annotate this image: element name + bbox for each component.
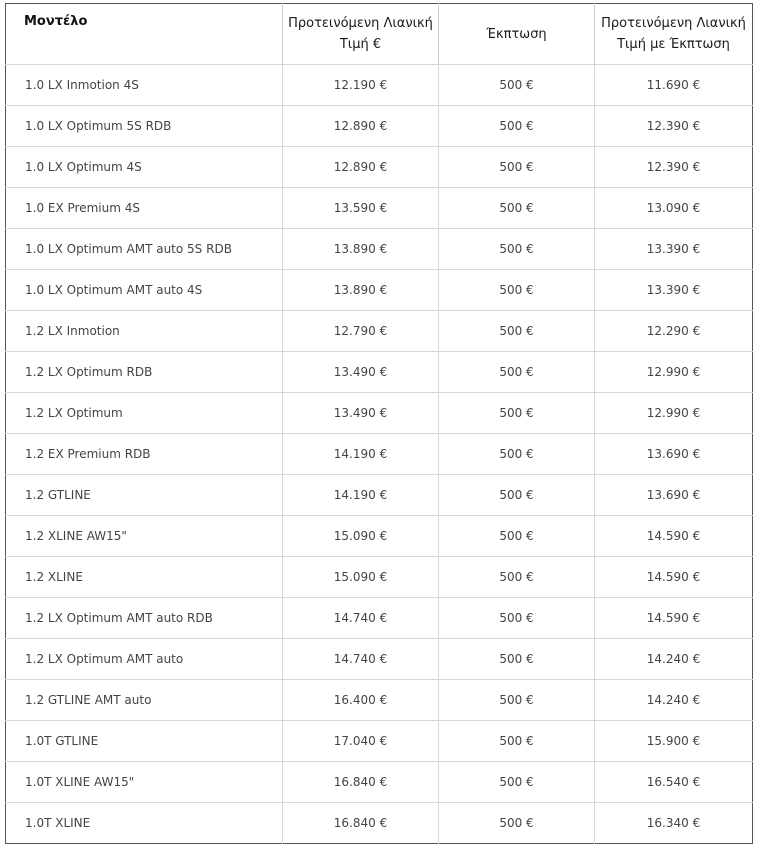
cell-retail-price: 15.090 € <box>283 557 439 598</box>
cell-discounted-price: 14.590 € <box>595 516 753 557</box>
cell-model: 1.0T GTLINE <box>6 721 283 762</box>
cell-retail-price: 16.840 € <box>283 762 439 803</box>
cell-discounted-price: 12.390 € <box>595 106 753 147</box>
cell-model: 1.0T XLINE AW15" <box>6 762 283 803</box>
table-row <box>6 311 753 352</box>
table-header <box>6 4 753 65</box>
cell-discounted-price: 14.590 € <box>595 598 753 639</box>
cell-discounted-price: 15.900 € <box>595 721 753 762</box>
header-discounted-price: Προτεινόμενη Λιανική Τιμή με Έκπτωση <box>595 4 753 65</box>
cell-retail-price: 12.890 € <box>283 106 439 147</box>
table-row <box>6 229 753 270</box>
cell-model: 1.0 EX Premium 4S <box>6 188 283 229</box>
cell-retail-price: 12.190 € <box>283 65 439 106</box>
cell-discounted-price: 11.690 € <box>595 65 753 106</box>
cell-discounted-price: 12.990 € <box>595 352 753 393</box>
cell-discounted-price: 13.090 € <box>595 188 753 229</box>
cell-retail-price: 13.490 € <box>283 352 439 393</box>
cell-discounted-price: 16.540 € <box>595 762 753 803</box>
cell-discount: 500 € <box>439 147 595 188</box>
cell-model: 1.0 LX Inmotion 4S <box>6 65 283 106</box>
header-retail-price: Προτεινόμενη Λιανική Τιμή € <box>283 4 439 65</box>
table-row <box>6 557 753 598</box>
cell-model: 1.0 LX Optimum AMT auto 4S <box>6 270 283 311</box>
cell-discount: 500 € <box>439 639 595 680</box>
cell-discounted-price: 13.390 € <box>595 270 753 311</box>
cell-discount: 500 € <box>439 762 595 803</box>
cell-discount: 500 € <box>439 721 595 762</box>
cell-model: 1.2 EX Premium RDB <box>6 434 283 475</box>
table-row <box>6 393 753 434</box>
cell-model: 1.0 LX Optimum AMT auto 5S RDB <box>6 229 283 270</box>
header-discount: Έκπτωση <box>439 4 595 65</box>
cell-discount: 500 € <box>439 65 595 106</box>
cell-retail-price: 13.890 € <box>283 229 439 270</box>
cell-discount: 500 € <box>439 598 595 639</box>
header-model: Μοντέλο <box>6 4 283 65</box>
table-row <box>6 270 753 311</box>
table-row <box>6 598 753 639</box>
cell-retail-price: 15.090 € <box>283 516 439 557</box>
cell-model: 1.2 GTLINE AMT auto <box>6 680 283 721</box>
cell-retail-price: 12.890 € <box>283 147 439 188</box>
cell-retail-price: 13.490 € <box>283 393 439 434</box>
cell-discount: 500 € <box>439 188 595 229</box>
cell-discounted-price: 14.240 € <box>595 639 753 680</box>
cell-discount: 500 € <box>439 311 595 352</box>
table-row <box>6 639 753 680</box>
cell-discount: 500 € <box>439 475 595 516</box>
cell-discounted-price: 14.240 € <box>595 680 753 721</box>
table-body <box>6 65 753 844</box>
cell-model: 1.2 LX Inmotion <box>6 311 283 352</box>
header-row <box>6 4 753 65</box>
table-row <box>6 475 753 516</box>
table-row <box>6 352 753 393</box>
cell-discounted-price: 13.690 € <box>595 434 753 475</box>
cell-discount: 500 € <box>439 803 595 844</box>
cell-model: 1.2 LX Optimum RDB <box>6 352 283 393</box>
cell-retail-price: 17.040 € <box>283 721 439 762</box>
cell-model: 1.2 LX Optimum <box>6 393 283 434</box>
cell-model: 1.2 GTLINE <box>6 475 283 516</box>
cell-discounted-price: 12.290 € <box>595 311 753 352</box>
cell-retail-price: 16.840 € <box>283 803 439 844</box>
cell-discount: 500 € <box>439 229 595 270</box>
cell-retail-price: 13.590 € <box>283 188 439 229</box>
table-row <box>6 721 753 762</box>
cell-model: 1.2 LX Optimum AMT auto <box>6 639 283 680</box>
cell-model: 1.2 LX Optimum AMT auto RDB <box>6 598 283 639</box>
cell-model: 1.0 LX Optimum 5S RDB <box>6 106 283 147</box>
table-row <box>6 188 753 229</box>
cell-discounted-price: 13.390 € <box>595 229 753 270</box>
cell-discounted-price: 12.990 € <box>595 393 753 434</box>
cell-retail-price: 14.740 € <box>283 639 439 680</box>
cell-retail-price: 14.190 € <box>283 475 439 516</box>
table-row <box>6 106 753 147</box>
table-row <box>6 680 753 721</box>
cell-discount: 500 € <box>439 680 595 721</box>
cell-model: 1.0T XLINE <box>25 816 91 830</box>
table-row <box>6 803 753 844</box>
cell-discount: 500 € <box>439 434 595 475</box>
table-row <box>6 434 753 475</box>
cell-discounted-price: 13.690 € <box>595 475 753 516</box>
cell-discount: 500 € <box>439 270 595 311</box>
table-row <box>6 147 753 188</box>
cell-retail-price: 14.190 € <box>283 434 439 475</box>
cell-discount: 500 € <box>439 352 595 393</box>
cell-model: 1.0 LX Optimum 4S <box>6 147 283 188</box>
cell-retail-price: 12.790 € <box>283 311 439 352</box>
table-row <box>6 65 753 106</box>
cell-discounted-price: 14.590 € <box>595 557 753 598</box>
cell-discount: 500 € <box>439 106 595 147</box>
cell-discounted-price: 16.340 € <box>595 803 753 844</box>
cell-retail-price: 14.740 € <box>283 598 439 639</box>
cell-model: 1.2 XLINE AW15" <box>6 516 283 557</box>
cell-discount: 500 € <box>439 516 595 557</box>
price-table <box>5 3 753 844</box>
cell-discount: 500 € <box>439 557 595 598</box>
cell-model: 1.2 XLINE <box>6 557 283 598</box>
cell-retail-price: 16.400 € <box>283 680 439 721</box>
cell-discount: 500 € <box>439 393 595 434</box>
cell-discounted-price: 12.390 € <box>595 147 753 188</box>
table-row <box>6 516 753 557</box>
cell-retail-price: 13.890 € <box>283 270 439 311</box>
table-row <box>6 762 753 803</box>
